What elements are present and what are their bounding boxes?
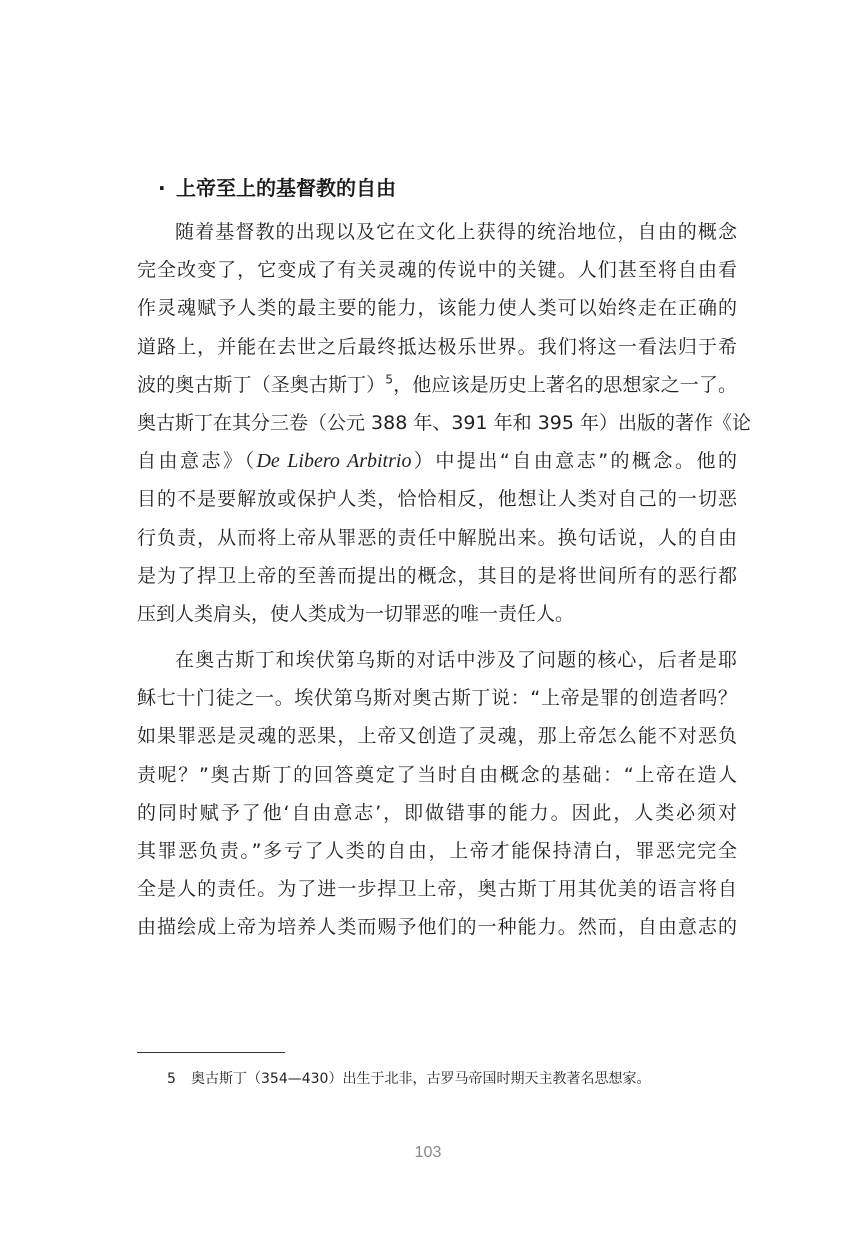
latin-title: De Libero Arbitrio <box>256 450 412 473</box>
body-text <box>137 213 751 947</box>
text-line: 自由意志》（De Libero Arbitrio）中提出“自由意志”的概念。他的 <box>137 450 737 473</box>
page-number: 103 <box>414 1144 442 1161</box>
paragraph-gap <box>137 633 737 641</box>
heading-title: 上帝至上的基督教的自由 <box>176 176 396 200</box>
text-line: 是为了捍卫上帝的至善而提出的概念，其目的是将世间所有的恶行都 <box>137 564 737 587</box>
text-line: 其罪恶负责。”多亏了人类的自由，上帝才能保持清白，罪恶完完全 <box>137 840 737 862</box>
paragraph-2 <box>137 641 737 947</box>
text-line: 的同时赋予了他‘自由意志’，即做错事的能力。因此，人类必须对 <box>137 801 737 824</box>
section-heading <box>158 173 396 203</box>
heading-bullet: · <box>158 176 166 200</box>
footnote-ref[interactable]: 5 <box>385 372 394 387</box>
text-line: 完全改变了，它变成了有关灵魂的传说中的关键。人们甚至将自由看 <box>137 259 737 282</box>
footnote-text: 奥古斯丁（354—430）出生于北非，古罗马帝国时期天主教著名思想家。 <box>191 1071 651 1087</box>
text-line: 如果罪恶是灵魂的恶果，上帝又创造了灵魂，那上帝怎么能不对恶负 <box>137 725 737 748</box>
text-line: 压到人类肩头，使人类成为一切罪恶的唯一责任人。 <box>137 602 575 625</box>
text-line: 稣七十门徒之一。埃伏第乌斯对奥古斯丁说：“上帝是罪的创造者吗？ <box>137 687 737 710</box>
text-line: 波的奥古斯丁（圣奥古斯丁）$^5$，他应该是历史上著名的思想家之一了。 <box>137 372 737 396</box>
text-line: 随着基督教的出现以及它在文化上获得的统治地位，自由的概念 <box>175 221 737 243</box>
paragraph-1 <box>137 213 751 633</box>
text-line: 作灵魂赋予人类的最主要的能力，该能力使人类可以始终走在正确的 <box>137 297 737 320</box>
text-line: 行负责，从而将上帝从罪恶的责任中解脱出来。换句话说，人的自由 <box>137 526 737 549</box>
text-line: 目的不是要解放或保护人类，恰恰相反，他想让人类对自己的一切恶 <box>137 488 737 511</box>
footnote <box>167 1069 650 1089</box>
text-line: 由描绘成上帝为培养人类而赐予他们的一种能力。然而，自由意志的 <box>137 916 737 939</box>
text-line: 道路上，并能在去世之后最终抵达极乐世界。我们将这一看法归于希 <box>137 335 737 358</box>
text-line: 责呢？”奥古斯丁的回答奠定了当时自由概念的基础：“上帝在造人 <box>137 763 737 786</box>
text-line: 奥古斯丁在其分三卷（公元 388 年、391 年和 395 年）出版的著作《论 <box>137 411 751 434</box>
footnote-divider <box>137 1052 285 1053</box>
footnote-number: 5 <box>167 1071 176 1087</box>
text-line: 全是人的责任。为了进一步捍卫上帝，奥古斯丁用其优美的语言将自 <box>137 878 737 901</box>
text-line: 在奥古斯丁和埃伏第乌斯的对话中涉及了问题的核心，后者是耶 <box>175 649 737 672</box>
